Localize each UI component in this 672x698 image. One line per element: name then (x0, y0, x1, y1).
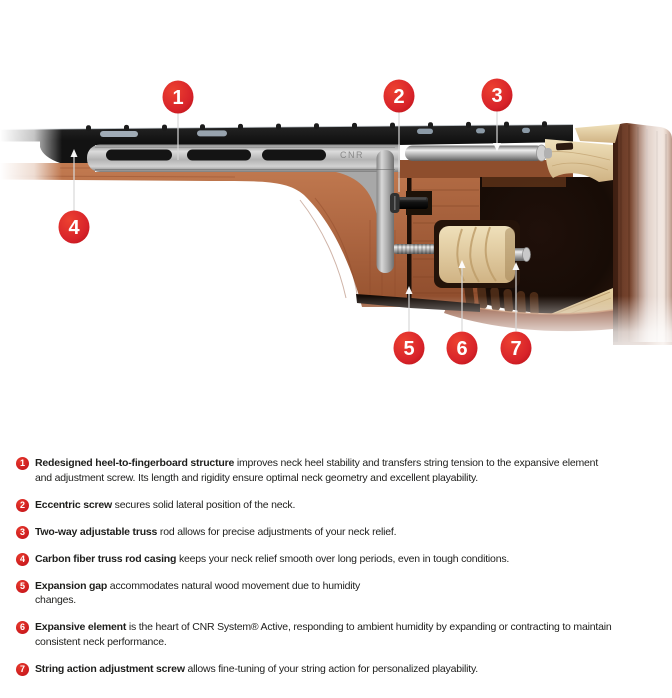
legend-bold-2: Eccentric screw (35, 498, 112, 511)
svg-text:1: 1 (172, 87, 184, 109)
legend-rest-3: rod allows for precise adjustments of your neck relief. (157, 525, 397, 538)
legend-rest-6: is the heart of CNR System® Active, responding to ambient humidity by expanding or contracting to maintain (126, 621, 612, 633)
left-fade (0, 105, 62, 205)
legend-bullet-4: 4 (16, 553, 29, 566)
legend-item-7 (16, 662, 668, 677)
legend-line2-1: and adjustment screw. Its length and rigidity ensure optimal neck geometry and excellent playability. (35, 471, 479, 484)
legend-item-3 (16, 525, 668, 540)
legend-bullet-7: 7 (16, 663, 29, 676)
callout-1 (163, 81, 194, 114)
legend-rest-5: accommodates natural wood movement due to humidity (107, 579, 361, 592)
legend-bullet-1: 1 (16, 457, 29, 470)
legend-bold-3: Two-way adjustable truss (35, 525, 158, 538)
legend-bold-4: Carbon fiber truss rod casing (35, 552, 177, 565)
legend-line2-5: changes. (35, 594, 77, 606)
svg-text:2: 2 (393, 86, 405, 108)
legend-text-4 (35, 552, 668, 567)
legend-text-7 (35, 662, 668, 677)
legend-rest-7: allows fine-tuning of your string action for personalized playability. (184, 662, 478, 675)
callout-6 (447, 332, 478, 365)
legend-bold-6: Expansive element (35, 621, 127, 633)
truss-rod (405, 145, 552, 161)
legend-rest-1: improves neck heel stability and transfers string tension to the expansive element (234, 457, 599, 469)
legend-bullet-5: 5 (16, 580, 29, 593)
legend-rest-2: secures solid lateral position of the neck. (111, 498, 296, 511)
legend-text-5 (35, 579, 668, 608)
callout-5 (394, 332, 425, 365)
legend-item-6 (16, 620, 668, 649)
legend-text-1 (35, 456, 668, 485)
legend-text-3 (35, 525, 668, 540)
legend-item-4 (16, 552, 668, 567)
legend-bullet-3: 3 (16, 526, 29, 539)
legend-bullet-6: 6 (16, 621, 29, 634)
callout-2 (384, 80, 415, 113)
legend-text-2 (35, 498, 668, 513)
cnr-engraving: CNR (340, 150, 364, 160)
legend-item-1 (16, 456, 668, 485)
legend-line2-6: consistent neck performance. (35, 635, 167, 648)
legend-text-6 (35, 620, 668, 649)
svg-text:6: 6 (456, 338, 468, 360)
legend-bold-7: String action adjustment screw (35, 662, 185, 675)
legend-bold-1: Redesigned heel-to-fingerboard structure (35, 457, 235, 469)
svg-text:7: 7 (510, 338, 522, 360)
legend (0, 450, 672, 689)
legend-bold-5: Expansion gap (35, 579, 108, 592)
callout-3 (482, 79, 513, 112)
legend-rest-4: keeps your neck relief smooth over long periods, even in tough conditions. (176, 552, 510, 565)
callout-7 (501, 332, 532, 365)
legend-item-5 (16, 579, 668, 608)
legend-bullet-2: 2 (16, 499, 29, 512)
expansive-element (439, 226, 515, 283)
eccentric-screw (390, 191, 432, 215)
legend-item-2 (16, 498, 668, 513)
bracket-slots (106, 150, 326, 161)
svg-text:5: 5 (403, 338, 415, 360)
svg-text:3: 3 (491, 85, 503, 107)
svg-text:4: 4 (68, 217, 80, 239)
callout-4 (59, 211, 90, 244)
